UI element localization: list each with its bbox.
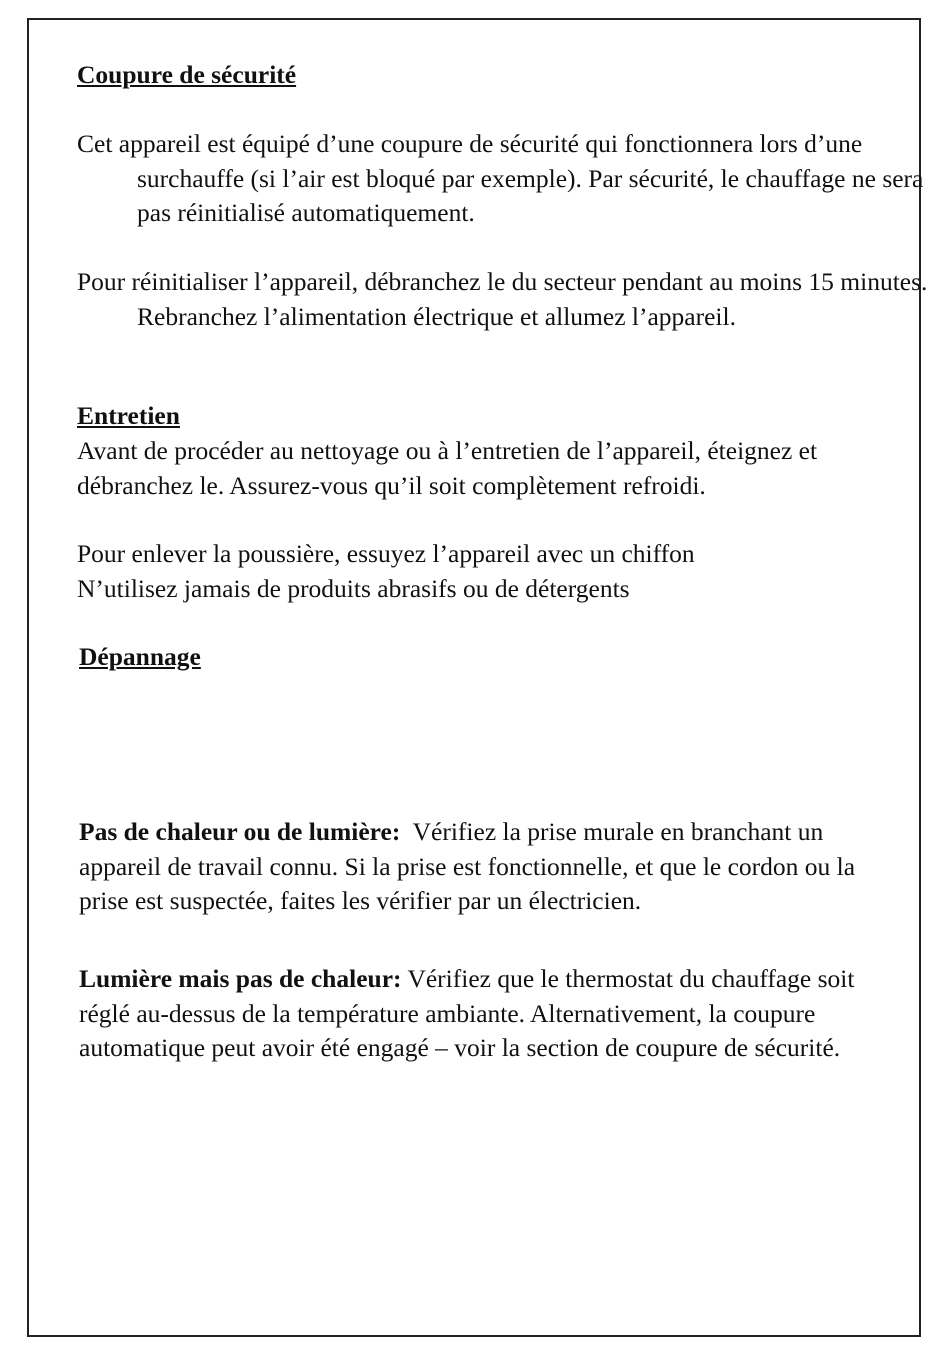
maintenance-paragraph-2: Pour enlever la poussière, essuyez l’appareil avec un chiffon <box>77 539 695 568</box>
safety-paragraph-2: Pour réinitialiser l’appareil, débranchez le du secteur pendant au moins 15 minutes. Rebranchez l’alimentation électrique et allumez l’appareil. <box>77 267 928 331</box>
heading-maintenance: Entretien <box>77 401 180 430</box>
troubleshooting-item-no-heat-no-light <box>79 815 889 919</box>
troubleshooting-item-label: Lumière mais pas de chaleur: <box>79 964 402 993</box>
safety-paragraph-1: Cet appareil est équipé d’une coupure de sécurité qui fonctionnera lors d’une surchauffe (si l’air est bloqué par exemple). Par sécurité, le chauffage ne sera pas réinitialisé automatiquement. <box>77 129 924 227</box>
maintenance-paragraph-3: N’utilisez jamais de produits abrasifs ou de détergents <box>77 574 630 603</box>
troubleshooting-item-text: Vérifiez la prise murale en branchant un appareil de travail connu. Si la prise est fonctionnelle, et que le cordon ou la prise est suspectée, faites les vérifier par un électricien. <box>79 817 856 915</box>
maintenance-paragraph-1: Avant de procéder au nettoyage ou à l’entretien de l’appareil, éteignez et débranchez le. Assurez-vous qu’il soit complètement refroidi. <box>77 436 818 500</box>
troubleshooting-item-light-no-heat <box>79 962 889 1066</box>
troubleshooting-item-text: Vérifiez que le thermostat du chauffage soit réglé au-dessus de la température ambiante. Alternativement, la coupure automatique peut avoir été engagé – voir la section de coupure de sécurité. <box>79 964 855 1062</box>
troubleshooting-item-label: Pas de chaleur ou de lumière: <box>79 817 401 846</box>
heading-troubleshooting: Dépannage <box>79 642 201 671</box>
heading-safety-cutoff: Coupure de sécurité <box>77 60 297 89</box>
